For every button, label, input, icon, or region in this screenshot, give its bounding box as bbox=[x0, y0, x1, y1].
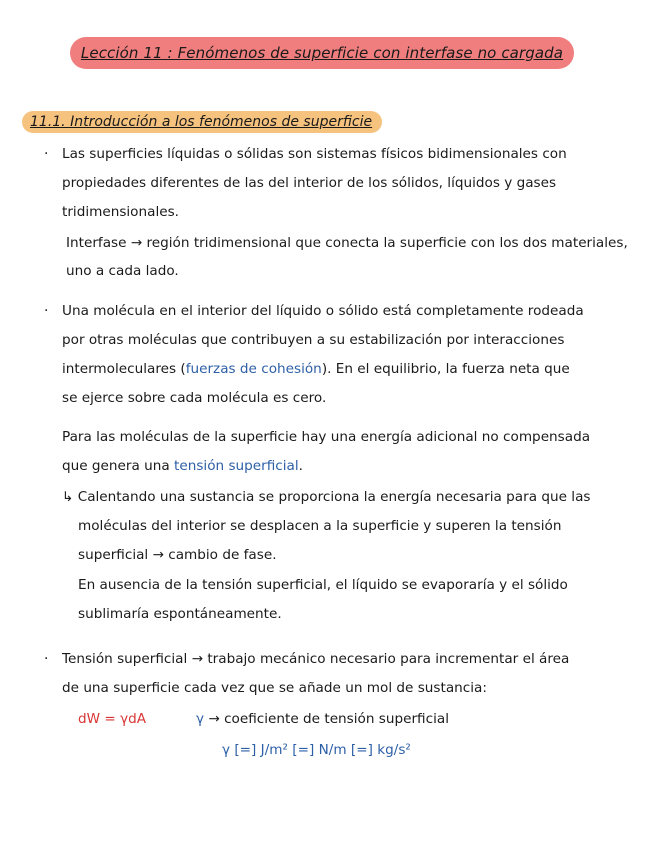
p4-line-2-end: . bbox=[298, 458, 303, 474]
p3-line-1: Una molécula en el interior del líquido o sólido está completamente rodeada bbox=[62, 303, 584, 319]
gamma-units: γ [=] J/m² [=] N/m [=] kg/s² bbox=[222, 742, 411, 758]
section-heading-text: 11.1. Introducción a los fenómenos de superficie bbox=[30, 114, 373, 130]
p4-line-1: Para las moléculas de la superficie hay una energía adicional no compensada bbox=[62, 429, 591, 445]
p3-line-4: se ejerce sobre cada molécula es cero. bbox=[62, 390, 327, 406]
p5-line-4: En ausencia de la tensión superficial, el líquido se evaporaría y el sólido bbox=[78, 577, 568, 593]
p4-line-2 bbox=[62, 452, 303, 480]
work-equation: dW = γdA bbox=[78, 711, 147, 727]
p4-line-2-start: que genera una bbox=[62, 458, 175, 474]
p3-line-2: por otras moléculas que contribuyen a su estabilización por interacciones bbox=[62, 332, 565, 348]
lesson-title-text: Lección 11 : Fenómenos de superficie con interfase no cargada bbox=[80, 44, 564, 62]
p6-line-1: Tensión superficial → trabajo mecánico necesario para incrementar el área bbox=[62, 651, 570, 667]
section-heading bbox=[22, 111, 382, 133]
p1-line-3: tridimensionales. bbox=[62, 204, 179, 220]
gamma-definition bbox=[196, 707, 449, 731]
p2-line-2: uno a cada lado. bbox=[66, 263, 179, 279]
p1-line-1: Las superficies líquidas o sólidas son sistemas físicos bidimensionales con bbox=[62, 146, 567, 162]
gamma-definition-text: → coeficiente de tensión superficial bbox=[208, 711, 449, 727]
gamma-symbol: γ bbox=[196, 711, 205, 727]
p3-line-3-start: intermoleculares ( bbox=[62, 361, 186, 377]
bullet-2: · bbox=[44, 303, 49, 319]
p2-line-1: Interfase → región tridimensional que conecta la superficie con los dos materiales, bbox=[66, 235, 628, 251]
p5-line-1: ↳ Calentando una sustancia se proporciona la energía necesaria para que las bbox=[62, 489, 591, 505]
bullet-1: · bbox=[44, 146, 49, 162]
p5-line-5: sublimaría espontáneamente. bbox=[78, 606, 282, 622]
p1-line-2: propiedades diferentes de las del interior de los sólidos, líquidos y gases bbox=[62, 175, 557, 191]
lesson-title bbox=[70, 37, 574, 69]
p3-line-3 bbox=[62, 355, 570, 383]
surface-tension-term: tensión superficial bbox=[174, 458, 299, 474]
p6-line-2: de una superficie cada vez que se añade un mol de sustancia: bbox=[62, 680, 487, 696]
p5-line-3: superficial → cambio de fase. bbox=[78, 547, 277, 563]
cohesion-forces-term: fuerzas de cohesión bbox=[185, 361, 322, 377]
p3-line-3-end: ). En el equilibrio, la fuerza neta que bbox=[321, 361, 570, 377]
p5-line-2: moléculas del interior se desplacen a la superficie y superen la tensión bbox=[78, 518, 562, 534]
bullet-3: · bbox=[44, 651, 49, 667]
